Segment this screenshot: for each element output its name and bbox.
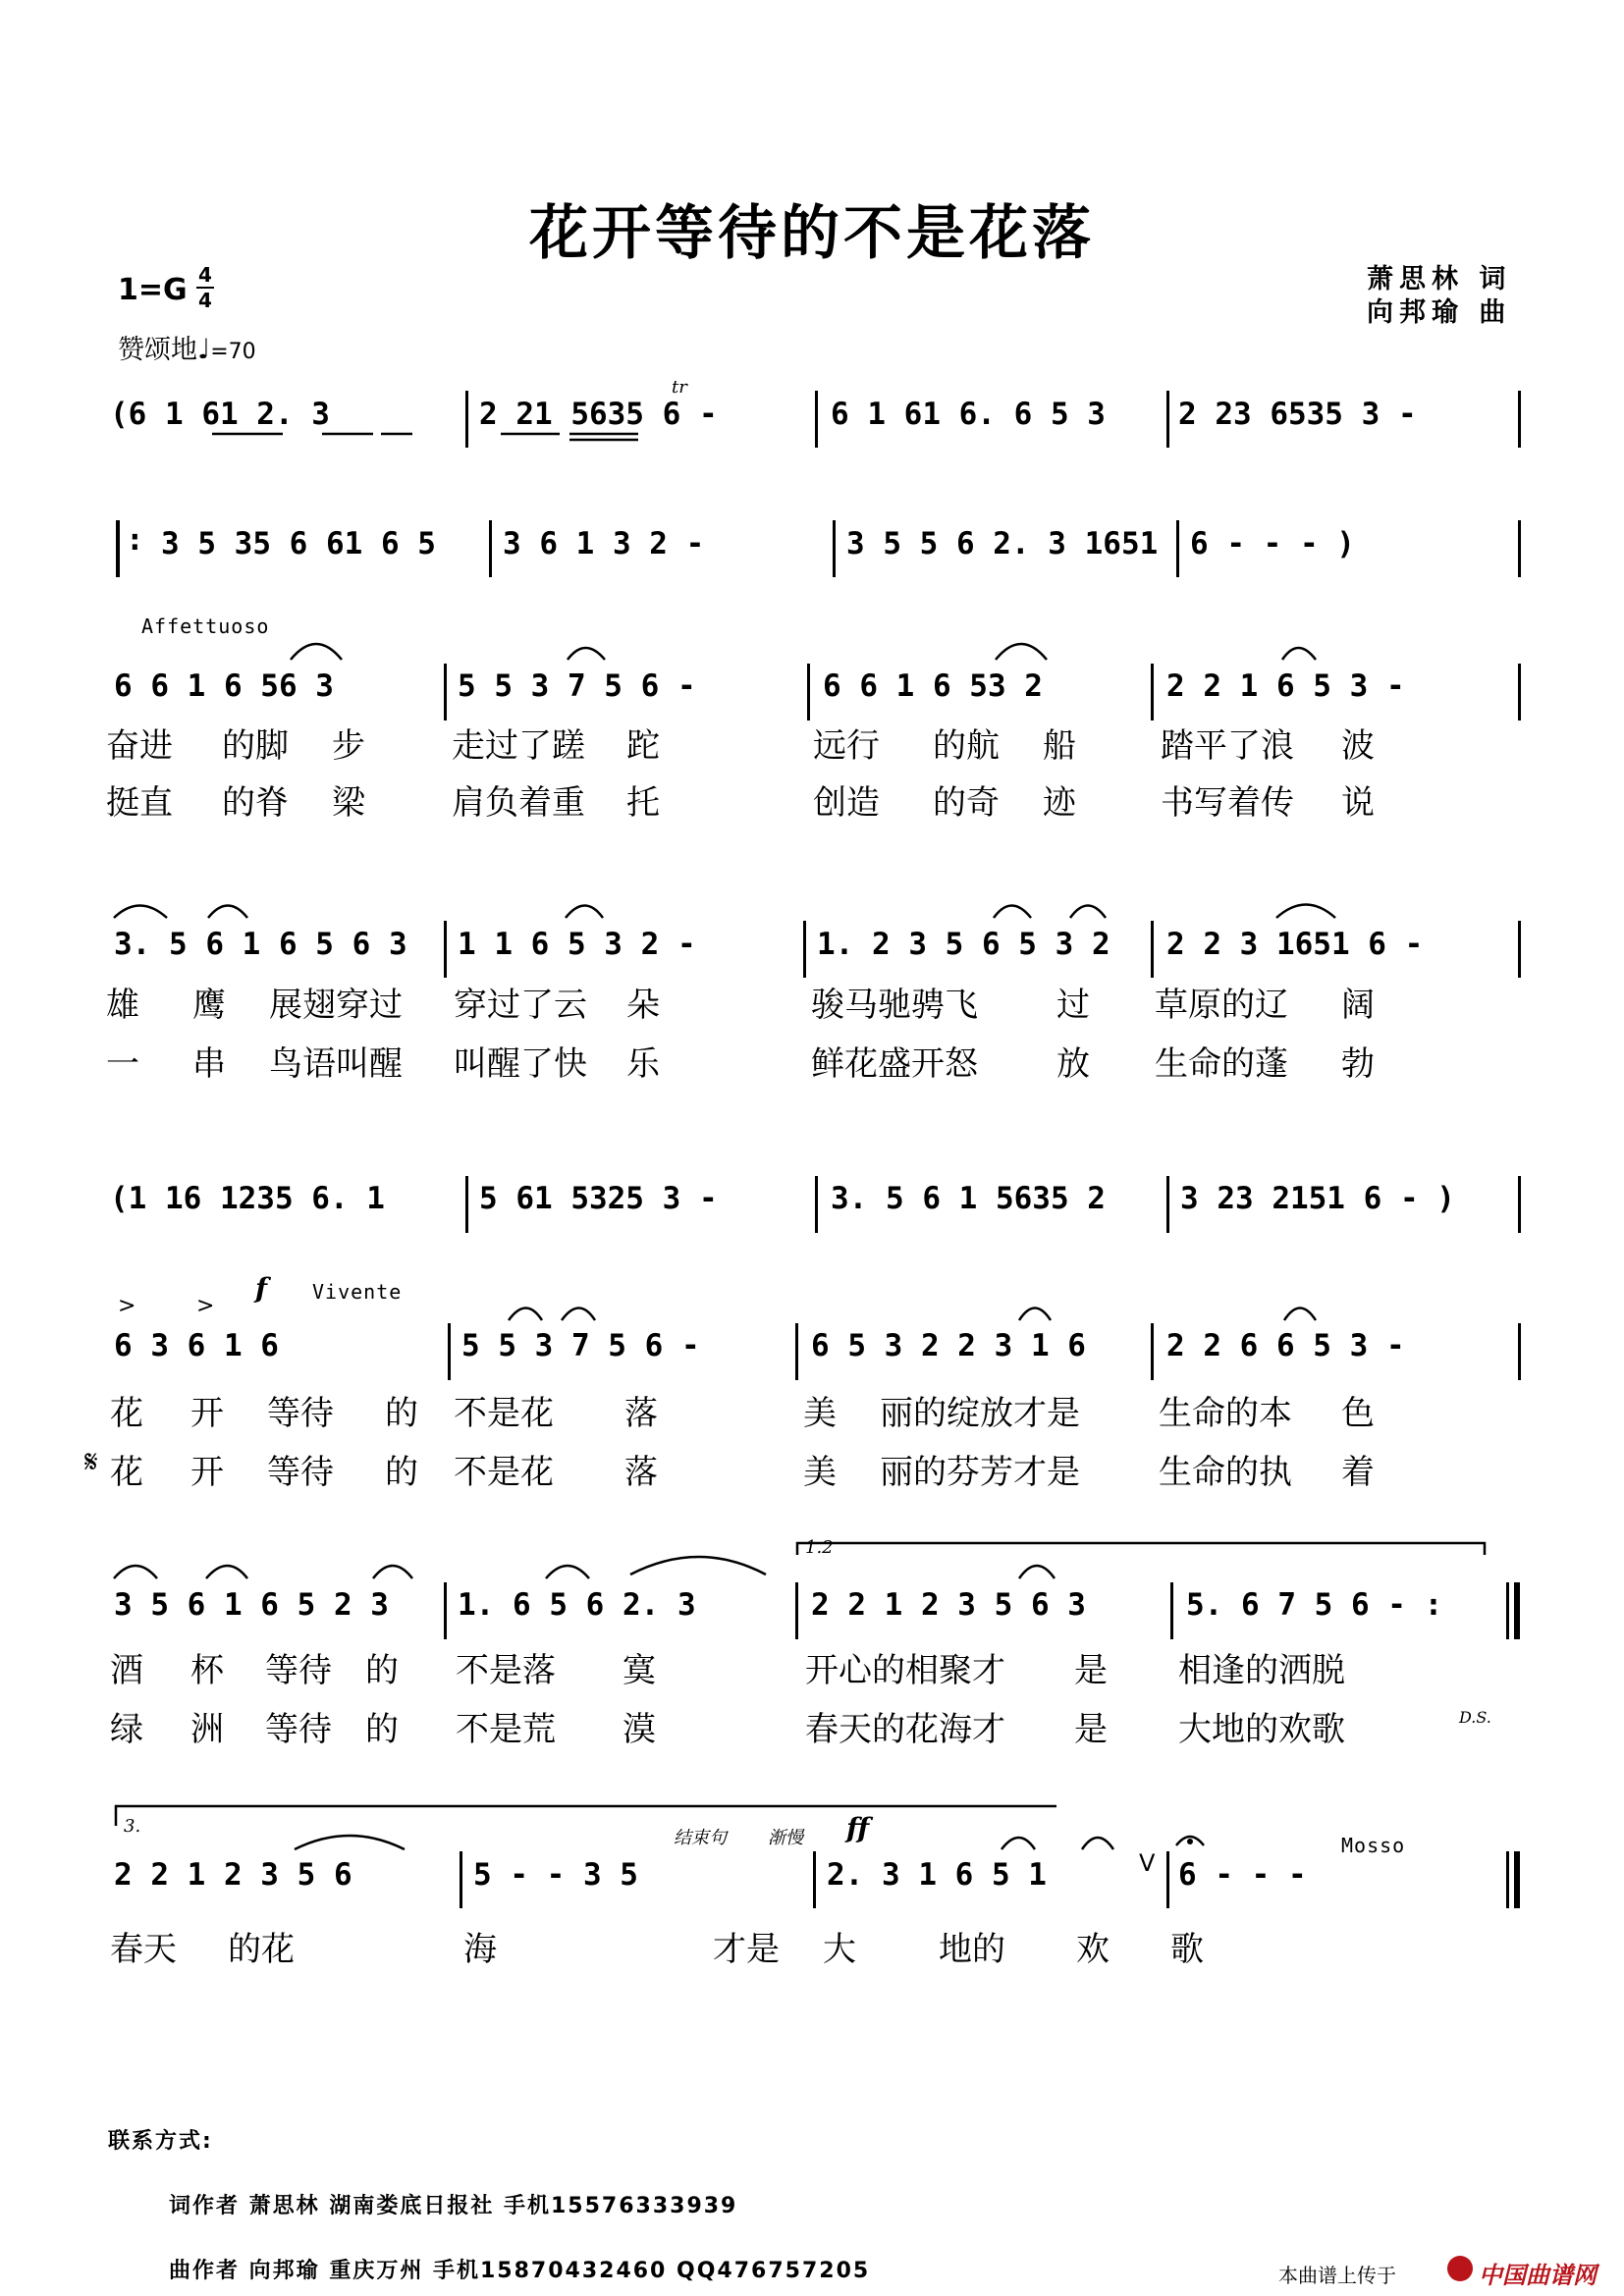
notes-line2-m1: 3 5 35 6 61 6 5 xyxy=(161,526,436,561)
notes-line3-m4: 2 2 1 6 5 3 - xyxy=(1166,668,1405,704)
lyric: 酒 xyxy=(110,1651,143,1690)
lyric: 漠 xyxy=(623,1710,656,1749)
lyric: 鹰 xyxy=(192,986,226,1025)
lyric: 肩负着重 xyxy=(452,783,585,823)
lyric: 海 xyxy=(463,1930,497,1969)
lyric: 美 xyxy=(803,1394,837,1433)
lyric: 落 xyxy=(624,1394,658,1433)
lyric: 生命的蓬 xyxy=(1155,1044,1288,1084)
slur xyxy=(1001,1838,1035,1849)
tie xyxy=(630,1557,766,1575)
notes-line1-m1: (6 1 61 2. 3 xyxy=(110,397,330,432)
site-logo-icon xyxy=(1447,2256,1473,2281)
lyric: 的 xyxy=(385,1453,418,1492)
lyric: 开 xyxy=(190,1453,224,1492)
ending-1-2-label: 1.2 xyxy=(805,1537,834,1558)
slur xyxy=(562,1308,595,1321)
slur xyxy=(1082,1838,1113,1849)
notes-line8-m3: 2. 3 1 6 5 1 xyxy=(827,1857,1047,1893)
meter-top: 4 xyxy=(198,263,212,287)
lyric: 生命的本 xyxy=(1159,1394,1292,1433)
trill-mark: tr xyxy=(672,377,687,398)
lyric: 不是落 xyxy=(456,1651,556,1690)
slur xyxy=(1019,1308,1051,1321)
slur xyxy=(114,1566,157,1578)
vivente-mark: Vivente xyxy=(312,1280,403,1304)
lyric: 春天的花海才 xyxy=(805,1710,1005,1749)
fermata-dot xyxy=(1187,1839,1193,1844)
lyric: 挺直 xyxy=(106,783,173,823)
contact-heading: 联系方式: xyxy=(108,2129,213,2154)
accent-mark: > xyxy=(196,1294,215,1318)
lyric: 相逢的洒脱 xyxy=(1178,1651,1345,1690)
lyricist-credit: 萧思林 词 xyxy=(1367,264,1512,294)
lyric: 等待 xyxy=(267,1453,334,1492)
notes-line1-m3: 6 1 61 6. 6 5 3 xyxy=(831,397,1106,432)
lyric: 雄 xyxy=(106,986,139,1025)
lyric: 绿 xyxy=(110,1710,143,1749)
notes-line8-m4: 6 - - - xyxy=(1178,1857,1307,1893)
notes-line7-m2: 1. 6 5 6 2. 3 xyxy=(458,1587,696,1623)
lyric: 的脚 xyxy=(222,726,289,766)
repeat-dots: : xyxy=(126,522,144,558)
lyric: 不是花 xyxy=(454,1453,554,1492)
volta-bracket-3 xyxy=(116,1806,1056,1826)
lyric: 等待 xyxy=(267,1394,334,1433)
slur xyxy=(566,906,603,919)
site-name: 中国曲谱网 xyxy=(1479,2262,1597,2289)
notes-line4-m3: 1. 2 3 5 6 5 3 2 xyxy=(817,927,1110,962)
lyric: 的 xyxy=(365,1710,399,1749)
slur xyxy=(1284,1308,1316,1321)
lyric: 一 xyxy=(106,1044,139,1084)
forte-mark: f xyxy=(255,1272,268,1305)
slur xyxy=(1276,905,1335,919)
lyric: 欢 xyxy=(1076,1930,1110,1969)
quarter-note-icon: ♩ xyxy=(197,333,211,365)
meter-bottom: 4 xyxy=(198,289,212,312)
lyric: 过 xyxy=(1056,986,1090,1025)
slur xyxy=(568,648,605,660)
dal-segno-mark: D.S. xyxy=(1459,1708,1491,1727)
notes-line3-m1: 6 6 1 6 56 3 xyxy=(114,668,334,704)
lyric: 丽的绽放才是 xyxy=(880,1394,1080,1433)
composer-credit: 向邦瑜 曲 xyxy=(1367,297,1512,328)
lyric: 托 xyxy=(626,783,660,823)
lyric: 歌 xyxy=(1170,1930,1204,1969)
lyric: 鸟语叫醒 xyxy=(269,1044,403,1084)
lyric: 才是 xyxy=(713,1930,780,1969)
lyric: 骏马驰骋飞 xyxy=(811,986,978,1025)
notes-line2-m3: 3 5 5 6 2. 3 1651 xyxy=(846,526,1159,561)
notes-line5-m4: 3 23 2151 6 - ) xyxy=(1180,1181,1455,1216)
lyric: 跎 xyxy=(626,726,660,766)
notes-line6-m1: 6 3 6 1 6 xyxy=(114,1328,279,1363)
notes-line7-m3: 2 2 1 2 3 5 6 3 xyxy=(811,1587,1086,1623)
lyric: 杯 xyxy=(190,1651,224,1690)
lyric: 春天 xyxy=(110,1930,177,1969)
slur xyxy=(546,1566,589,1578)
lyric: 乐 xyxy=(626,1044,660,1084)
affettuoso-mark: Affettuoso xyxy=(141,614,270,638)
lyric: 丽的芬芳才是 xyxy=(880,1453,1080,1492)
lyric: 草原的辽 xyxy=(1155,986,1288,1025)
lyric: 梁 xyxy=(332,783,365,823)
jiesuju-mark: 结束句 xyxy=(674,1828,727,1848)
lyric: 走过了蹉 xyxy=(452,726,585,766)
lyric: 串 xyxy=(192,1044,226,1084)
accent-mark: > xyxy=(118,1294,136,1318)
lyric: 的 xyxy=(365,1651,399,1690)
lyric: 的航 xyxy=(933,726,1000,766)
lyric: 波 xyxy=(1341,726,1375,766)
tempo-value: =70 xyxy=(210,340,256,364)
volta-bracket-1-2 xyxy=(797,1543,1485,1555)
slur xyxy=(1282,648,1316,660)
jianman-mark: 渐慢 xyxy=(768,1828,803,1848)
lyric: 大地的欢歌 xyxy=(1178,1710,1345,1749)
lyric: 花 xyxy=(110,1453,143,1492)
lyric: 地的 xyxy=(939,1930,1005,1969)
lyric: 生命的执 xyxy=(1159,1453,1292,1492)
notes-line1-m2: 2 21 5635 6 - xyxy=(479,397,718,432)
slur xyxy=(1070,906,1106,919)
lyric: 的花 xyxy=(228,1930,295,1969)
segno-icon: 𝄋 xyxy=(84,1443,98,1480)
notes-line7-m1: 3 5 6 1 6 5 2 3 xyxy=(114,1587,389,1623)
lyric: 踏平了浪 xyxy=(1161,726,1294,766)
lyric: 是 xyxy=(1074,1651,1108,1690)
lyric: 远行 xyxy=(813,726,880,766)
key-signature: 1=G xyxy=(118,273,188,307)
slur xyxy=(114,906,167,919)
lyric: 寞 xyxy=(623,1651,656,1690)
lyric: 穿过了云 xyxy=(454,986,587,1025)
slur xyxy=(373,1566,412,1578)
lyric: 步 xyxy=(332,726,365,766)
ending-3-label: 3. xyxy=(124,1816,141,1837)
notes-line3-m2: 5 5 3 7 5 6 - xyxy=(458,668,696,704)
lyric: 美 xyxy=(803,1453,837,1492)
slur xyxy=(996,644,1047,660)
lyric: 迹 xyxy=(1043,783,1076,823)
slur xyxy=(994,906,1031,919)
lyric: 开心的相聚才 xyxy=(805,1651,1005,1690)
footer-upload-text: 本曲谱上传于 xyxy=(1278,2264,1396,2287)
lyricist-contact: 词作者 萧思林 湖南娄底日报社 手机15576333939 xyxy=(169,2194,738,2218)
notes-line2-m2: 3 6 1 3 2 - xyxy=(503,526,705,561)
page-title: 花开等待的不是花落 xyxy=(529,199,1095,268)
slur xyxy=(509,1308,542,1321)
notes-line7-m4: 5. 6 7 5 6 - : xyxy=(1186,1587,1443,1623)
lyric: 是 xyxy=(1074,1710,1108,1749)
notes-line4-m4: 2 2 3 1651 6 - xyxy=(1166,927,1424,962)
notes-line3-m3: 6 6 1 6 53 2 xyxy=(823,668,1043,704)
lyric: 的脊 xyxy=(222,783,289,823)
lyric: 放 xyxy=(1056,1044,1090,1084)
notes-line1-m4: 2 23 6535 3 - xyxy=(1178,397,1417,432)
slur xyxy=(206,1566,247,1578)
mosso-mark: Mosso xyxy=(1341,1834,1406,1857)
lyric: 开 xyxy=(190,1394,224,1433)
lyric: 等待 xyxy=(265,1710,332,1749)
notes-line6-m4: 2 2 6 6 5 3 - xyxy=(1166,1328,1405,1363)
notes-line4-m2: 1 1 6 5 3 2 - xyxy=(458,927,696,962)
slur xyxy=(291,644,342,660)
slur xyxy=(1019,1566,1055,1578)
fortissimo-mark: ff xyxy=(846,1812,870,1844)
lyric: 鲜花盛开怒 xyxy=(811,1044,978,1084)
lyric: 不是荒 xyxy=(456,1710,556,1749)
lyric: 勃 xyxy=(1341,1044,1375,1084)
slur xyxy=(295,1836,405,1849)
lyric: 展翅穿过 xyxy=(269,986,403,1025)
notes-line5-m3: 3. 5 6 1 5635 2 xyxy=(831,1181,1106,1216)
lyric: 说 xyxy=(1341,783,1375,823)
lyric: 落 xyxy=(624,1453,658,1492)
lyric: 阔 xyxy=(1341,986,1375,1025)
composer-contact: 曲作者 向邦瑜 重庆万州 手机15870432460 QQ476757205 xyxy=(169,2259,871,2283)
lyric: 创造 xyxy=(813,783,880,823)
lyric: 的 xyxy=(385,1394,418,1433)
notes-line6-m2: 5 5 3 7 5 6 - xyxy=(461,1328,700,1363)
notes-line5-m2: 5 61 5325 3 - xyxy=(479,1181,718,1216)
lyric: 花 xyxy=(110,1394,143,1433)
notes-line4-m1: 3. 5 6 1 6 5 6 3 xyxy=(114,927,407,962)
lyric: 奋进 xyxy=(106,726,173,766)
slur xyxy=(208,906,247,919)
notes-line6-m3: 6 5 3 2 2 3 1 6 xyxy=(811,1328,1086,1363)
lyric: 不是花 xyxy=(454,1394,554,1433)
lyric: 叫醒了快 xyxy=(454,1044,587,1084)
lyric: 的奇 xyxy=(933,783,1000,823)
lyric: 书写着传 xyxy=(1161,783,1294,823)
lyric: 大 xyxy=(823,1930,856,1969)
lyric: 色 xyxy=(1341,1394,1375,1433)
lyric: 船 xyxy=(1043,726,1076,766)
lyric: 洲 xyxy=(190,1710,224,1749)
notes-line2-m4: 6 - - - ) xyxy=(1190,526,1355,561)
lyric: 等待 xyxy=(265,1651,332,1690)
lyric: 朵 xyxy=(626,986,660,1025)
breath-mark: V xyxy=(1139,1849,1156,1877)
lyric: 着 xyxy=(1341,1453,1375,1492)
tempo-word: 赞颂地 xyxy=(118,335,197,365)
notes-line8-m2: 5 - - 3 5 xyxy=(473,1857,638,1893)
notes-line5-m1: (1 16 1235 6. 1 xyxy=(110,1181,385,1216)
notes-line8-m1: 2 2 1 2 3 5 6 xyxy=(114,1857,352,1893)
